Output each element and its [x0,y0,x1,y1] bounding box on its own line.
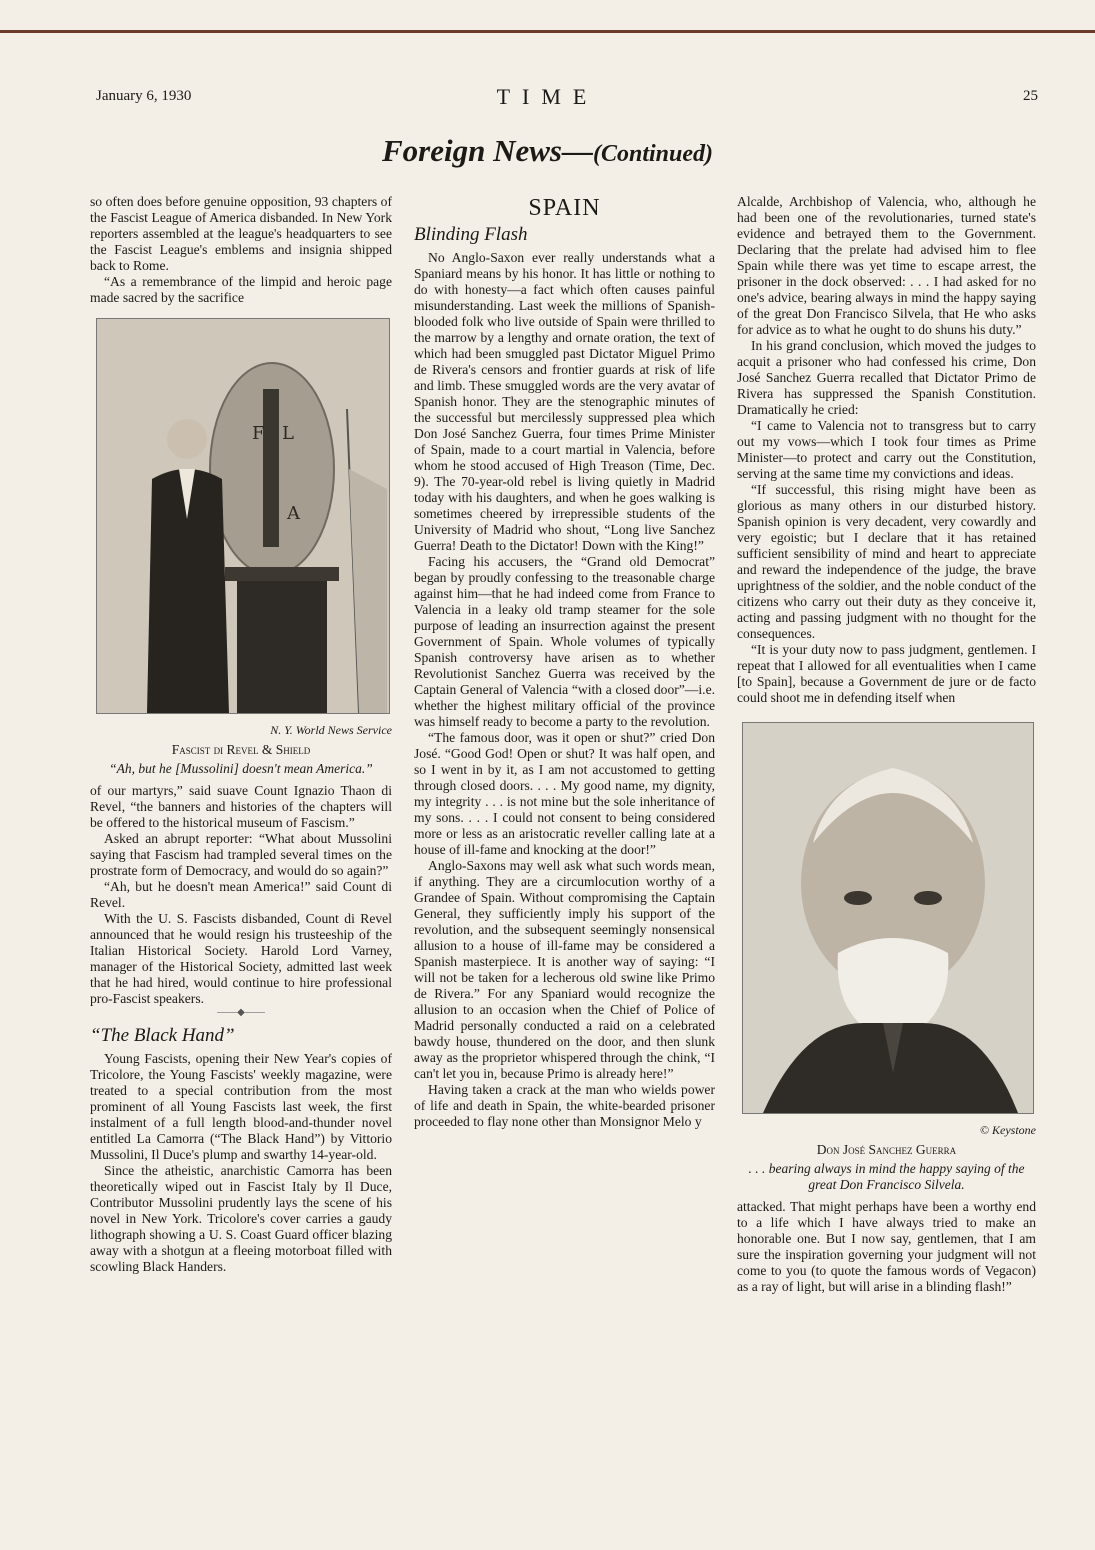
magazine-title: TIME [496,84,599,109]
photo-credit-di-revel: N. Y. World News Service [270,723,392,737]
col2-paragraph-2: Facing his accusers, the “Grand old Democrat” began by proudly confessing to the treasonable charge against him—that he had indeed come from France to Valencia in a leaky old tramp steamer for the sole purpose of leading an insurrection against the present Government of Spain. Whole volumes of typically Spanish controversy have arisen as to whether Revolutionist Sanchez Guerra was received by the Captain General of Valencia “with a closed door”—i.e. whether the highest military official of the province was himself ready to become a party to the revolution. [414,554,715,729]
col2-paragraph-5: Having taken a crack at the man who wields power of life and death in Spain, the white-bearded prisoner proceeded to flay none other than Monsignor Melo y [414,1082,715,1129]
col2-paragraph-1: No Anglo-Saxon ever really understands what a Spaniard means by his honor. It has little or nothing to do with honesty—a fact which often causes painful misunderstanding. Last week the millions of Spanish-blooded folk who live outside of Spain were thrilled to the marrow by a lengthy and ornate oration, the text of which had been smuggled past Dictator Miguel Primo de Rivera's censors and frontier guards at risk of life and limb. These smuggled words are the very avatar of Spanish honor. They are the stenographic minutes of the successful but mercilessly suppressed plea which Don José Sanchez Guerra, four times Prime Minister of Spain, made to a court martial in Valencia, before whom he stood accused of High Treason (Time, Dec. 9). The 70-year-old rebel is living quietly in Madrid today with his daughters, and when he goes walking is sometimes cheered by irrepressible students of the University of Madrid who shout, “Long live Sanchez Guerra! Death to the Dictator! Down with the King!” [414,250,715,553]
section-title-continued: (Continued) [592,141,714,167]
column-1 [90,194,392,1275]
col1-paragraph-5: “Ah, but he doesn't mean America!” said Count di Revel. [90,879,392,910]
col1-paragraph-8: Since the atheistic, anarchistic Camorra has been theoretically wiped out in Fascist Italy by Il Duce, Contributor Mussolini prudently lays the scene of his novel in New York. Tricolore's cover carries a gaudy lithograph showing a U. S. Coast Guard officer blazing away with a shotgun at a fleeing motorboat filled with scowling Black Handers. [90,1163,392,1274]
column-3 [737,194,1036,1295]
caption-quote-di-revel: “Ah, but he [Mussolini] doesn't mean America.” [109,761,373,776]
top-rule [0,30,1095,33]
col3-paragraph-2: In his grand conclusion, which moved the judges to acquit a prisoner who had confessed his crime, Don José Sanchez Guerra recalled that Dictator Primo de Rivera has suppressed the Spanish Constitution. Dramatically he cried: [737,338,1036,417]
section-title-main: Foreign News— [381,133,593,168]
page-number: 25 [1023,88,1038,104]
svg-text:A: A [287,503,300,524]
col1-paragraph-3: of our martyrs,” said suave Count Ignazio Thaon di Revel, “the banners and histories of the chapters will be offered to the historical museum of Fascism.” [90,783,392,830]
col2-paragraph-4: Anglo-Saxons may well ask what such words mean, if anything. They are a circumlocution worthy of a Grandee of Spain. Without compromising the Captain General, they sufficiently imply his support of the revolution, and the subsequent seemingly nonsensical allusion to a house of ill-fame may be considered a Spanish masterpiece. It is another way of saying: “I will not be taken for a lecherous old swine like Primo de Rivera.” For any Spaniard would recognize the allusion to an occasion when the Chief of Police of Madrid personally conducted a raid on a celebrated bawdy house, thundered on the door, and then slunk away as the proprietor whispered through the chink, “I can't let you in, because Primo is already here!” [414,858,715,1081]
sanchez-guerra-portrait [743,723,1033,1113]
svg-text:L: L [282,423,294,444]
photo-di-revel [96,318,390,714]
col3-paragraph-4: “If successful, this rising might have been as glorious as many others in our disturbed history. Spanish opinion is very decadent, very cowardly and very egoistic; but I declare that it has retained sufficient sensibility of mind and heart to appreciate and reward the independence of the judge, the brave uprightness of the soldier, and the noble conduct of the citizens who carry out their duty as they conceive it, acting and passing judgment with no thought for the consequences. [737,482,1036,641]
col3-paragraph-3: “I came to Valencia not to transgress but to carry out my vows—which I took four times as Prime Minister—to protect and carry out the Constitution, serving at the same time my convictions and ideas. [737,418,1036,481]
col3-paragraph-1: Alcalde, Archbishop of Valencia, who, although he had been one of the revolutionaries, turned state's evidence and betrayed them to the Government. Declaring that the prelate had advised him to flee Spain while there was yet time to escape arrest, the prisoner in the dock observed: . . . I had asked for no one's advice, bearing always in mind the happy saying of the great Don Francisco Silvela, that He who asks for advice as to what he ought to do shuns his duty.” [737,194,1036,337]
photo-sanchez-guerra [742,722,1034,1114]
svg-text:F: F [252,423,265,444]
subhead-black-hand: “The Black Hand” [90,1025,235,1046]
section-divider: ——◆—— [217,1007,265,1018]
di-revel-illustration [97,319,389,713]
caption-quote-sanchez-guerra: . . . bearing always in mind the happy saying of the great Don Francisco Silvela. [748,1161,1025,1192]
col1-paragraph-6: With the U. S. Fascists disbanded, Count di Revel announced that he would resign his trusteeship of the Italian Historical Society. Harold Lord Varney, manager of the Historical Society, admitted last week that he had hired, would continue to hire professional pro-Fascist speakers. [90,911,392,1006]
col3-paragraph-6: attacked. That might perhaps have been a worthy end to a life which I have always tried to make an honorable one. But I now say, gentlemen, that I am sure the inspiration governing your judgment will not come to you (to quote the famous words of Vegacon) as a ray of light, but will arise in a blinding flash!” [737,1199,1036,1294]
country-heading-spain: SPAIN [528,195,601,221]
photo-credit-sanchez-guerra: © Keystone [979,1123,1036,1137]
col1-paragraph-7: Young Fascists, opening their New Year's copies of Tricolore, the Young Fascists' weekly magazine, were treated to a special contribution from the most prominent of all Young Fascists last week, the first instalment of a full length blood-and-thunder novel entitled La Camorra (“The Black Hand”) by Vittorio Mussolini, Il Duce's plump and swarthy 14-year-old. [90,1051,392,1162]
issue-date: January 6, 1930 [96,88,192,104]
col2-paragraph-3: “The famous door, was it open or shut?” cried Don José. “Good God! Open or shut? It was half open, and so I went in by it, as I am not accustomed to getting through closed doors. . . . My good name, my dignity, my integrity . . . is not mine but the sole inheritance of my sons. . . . I could not consent to being considered more or less as an aristocratic reveller calling late at a house of ill-fame and knocking at the door!” [414,730,715,857]
col1-paragraph-1: so often does before genuine opposition, 93 chapters of the Fascist League of America disbanded. In New York reporters assembled at the league's headquarters to see the Fascist League's emblems and insignia shipped back to Rome. [90,194,392,273]
section-title [0,133,1095,169]
col3-paragraph-5: “It is your duty now to pass judgment, gentlemen. I repeat that I allowed for all eventualities when I came [to Spain], because a Government de jure or de facto could shoot me in defending itself when [737,642,1036,705]
col1-paragraph-2: “As a remembrance of the limpid and heroic page made sacred by the sacrifice [90,274,392,305]
caption-sanchez-guerra: Don José Sanchez Guerra [816,1142,957,1157]
subhead-blinding-flash: Blinding Flash [414,224,528,245]
column-2 [414,194,715,1130]
col1-paragraph-4: Asked an abrupt reporter: “What about Mussolini saying that Fascism had trampled several times on the prostrate form of Democracy, and would do so again?” [90,831,392,878]
caption-di-revel: Fascist di Revel & Shield [171,742,311,757]
